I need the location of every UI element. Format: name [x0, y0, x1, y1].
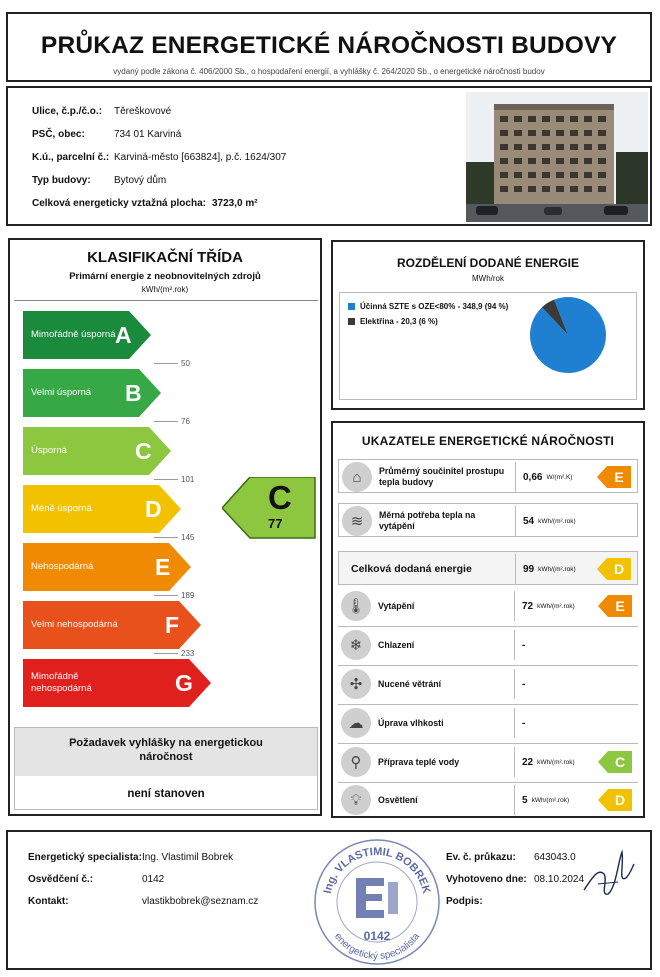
- class-limit-ef: 189: [154, 591, 194, 600]
- indicator-row-heating: [338, 589, 638, 623]
- document-header: [6, 12, 652, 82]
- thermometer-icon: 🌡︎: [341, 591, 371, 621]
- energy-distribution-panel: [331, 240, 645, 410]
- class-band-a-letter: A: [115, 322, 132, 348]
- class-band-e-letter: E: [155, 554, 171, 580]
- indicator-class-badge: D: [598, 789, 632, 811]
- requirement-value: není stanoven: [127, 788, 205, 800]
- indicator-value: 99 kWh/(m².rok): [523, 563, 576, 575]
- indicator-value: 22 kWh/(m².rok): [522, 756, 575, 768]
- street-value: Těreškovové: [114, 106, 172, 117]
- class-limit-cd: 101: [154, 475, 194, 484]
- indicator-value: 5 kWh/(m².rok): [522, 794, 570, 806]
- legend-label-electricity: Elektřina - 20,3 (6 %): [360, 317, 438, 326]
- contact-label: Kontakt:: [28, 896, 69, 907]
- contact-value: vlastikbobrek@seznam.cz: [142, 896, 259, 907]
- legend-swatch-szte: [348, 303, 355, 310]
- class-band-a-label: Mimořádně úsporná: [31, 329, 116, 340]
- distribution-pie: [528, 295, 608, 375]
- document-subtitle: vydaný podle zákona č. 406/2000 Sb., o hospodaření energií, a vyhlášky č. 264/2020 Sb., o energetické náročnosti budov: [113, 67, 545, 76]
- classification-panel: [8, 238, 322, 816]
- indicator-class-badge: E: [598, 595, 632, 617]
- building-info: [6, 86, 652, 226]
- psc-row: [32, 129, 181, 140]
- specialist-value: Ing. Vlastimil Bobrek: [142, 852, 234, 863]
- result-class-value: 77: [268, 516, 283, 531]
- class-band-g-letter: G: [175, 670, 193, 696]
- indicator-row-ventilation: [338, 667, 638, 701]
- legend-item-electricity: [348, 317, 438, 326]
- class-band-c-label: Úsporná: [31, 445, 67, 456]
- indicator-name: Vytápění: [378, 600, 415, 611]
- class-band-d-letter: D: [145, 496, 162, 522]
- indicator-name: Osvětlení: [378, 794, 418, 805]
- signature: [578, 838, 638, 908]
- class-band-b-label: Velmi úsporná: [31, 387, 92, 398]
- legend-label-szte: Účinná SZTE s OZE<80% - 348,9 (94 %): [360, 302, 509, 311]
- indicator-class-badge: D: [597, 558, 631, 580]
- specialist-label: Energetický specialista:: [28, 852, 142, 863]
- type-label: Typ budovy:: [32, 175, 91, 186]
- class-band-f-label: Velmi nehospodárná: [31, 619, 118, 630]
- area-row: [32, 198, 258, 209]
- class-limit-bc: 76: [154, 417, 190, 426]
- indicator-row-transmission: [338, 459, 638, 493]
- humidity-cloud-icon: ☁: [341, 708, 371, 738]
- area-label: Celková energeticky vztažná plocha:: [32, 198, 206, 209]
- distribution-unit: MWh/rok: [472, 274, 504, 283]
- ku-value: Karviná-město [663824], p.č. 1624/307: [114, 152, 287, 163]
- indicator-row-hot-water: [338, 745, 638, 779]
- indicator-name: Chlazení: [378, 639, 415, 650]
- type-value: Bytový dům: [114, 175, 167, 186]
- indicator-name: Příprava teplé vody: [378, 756, 460, 767]
- type-row: [32, 175, 166, 186]
- indicator-name: Průměrný součinitel prostupu tepla budovy: [379, 466, 505, 487]
- svg-text:Ing. VLASTIMIL BOBREK: Ing. VLASTIMIL BOBREK: [321, 845, 433, 895]
- indicator-name: Nucené větrání: [378, 678, 442, 689]
- class-band-e-label: Nehospodárná: [31, 561, 94, 572]
- indicator-name: Úprava vlhkosti: [378, 717, 444, 728]
- classification-subtitle: Primární energie z neobnovitelných zdrojů: [69, 271, 261, 282]
- indicator-name: Měrná potřeba tepla na vytápění: [379, 510, 476, 531]
- ku-row: [32, 152, 286, 163]
- psc-value: 734 01 Karviná: [114, 129, 182, 140]
- legend-item-szte: [348, 302, 508, 311]
- indicator-row-humidity: [338, 706, 638, 740]
- result-class-pointer: [222, 477, 316, 539]
- legend-swatch-electricity: [348, 318, 355, 325]
- document-title: PRŮKAZ ENERGETICKÉ NÁROČNOSTI BUDOVY: [40, 32, 618, 59]
- ev-label: Ev. č. průkazu:: [446, 852, 516, 863]
- cooling-thermometer-icon: ❄: [341, 630, 371, 660]
- date-label: Vyhotoveno dne:: [446, 874, 527, 885]
- indicator-name: Celková dodaná energie: [351, 562, 472, 575]
- indicator-value: -: [522, 717, 526, 729]
- cert-label: Osvědčení č.:: [28, 874, 94, 885]
- class-limit-de: 145: [154, 533, 194, 542]
- class-limit-fg: 233: [154, 649, 194, 658]
- result-class-letter: C: [268, 479, 292, 516]
- psc-label: PSČ, obec:: [32, 129, 85, 140]
- indicator-value: -: [522, 639, 526, 651]
- distribution-chart: [339, 292, 637, 400]
- indicator-row-heat-demand: [338, 503, 638, 537]
- class-band-d-label: Méně úsporná: [31, 503, 92, 514]
- light-bulb-icon: 💡︎: [341, 785, 371, 815]
- indicator-value: 72 kWh/(m².rok): [522, 600, 575, 612]
- class-limit-ab: 50: [154, 359, 190, 368]
- class-band-b-letter: B: [125, 380, 142, 406]
- house-icon: ⌂: [342, 462, 372, 492]
- indicator-row-cooling: [338, 628, 638, 662]
- specialist-stamp: [312, 836, 442, 968]
- water-tap-icon: ⚲: [341, 747, 371, 777]
- indicators-panel: [331, 421, 645, 818]
- requirement-box: [14, 727, 318, 810]
- area-value: 3723,0 m²: [211, 198, 258, 209]
- indicator-row-total-energy: [338, 551, 638, 585]
- indicator-class-badge: C: [598, 751, 632, 773]
- requirement-title: Požadavek vyhlášky na energetickou náročnost: [15, 728, 317, 776]
- street-label: Ulice, č.p./č.o.:: [32, 106, 103, 117]
- svg-text:0142: 0142: [363, 929, 391, 943]
- ev-value: 643043.0: [534, 852, 576, 863]
- class-band-g-label: Mimořádně nehospodárná: [31, 671, 92, 694]
- street-row: [32, 106, 171, 117]
- indicator-value: 0,66 W/(m².K): [523, 471, 573, 483]
- heat-waves-icon: ≋: [342, 506, 372, 536]
- classification-title: KLASIFIKAČNÍ TŘÍDA: [87, 249, 243, 266]
- svg-text:energetický specialista: energetický specialista: [331, 931, 423, 963]
- indicator-row-lighting: [338, 783, 638, 817]
- indicator-value: -: [522, 678, 526, 690]
- classification-unit: kWh/(m².rok): [141, 285, 189, 294]
- date-value: 08.10.2024: [534, 874, 585, 885]
- indicator-value: 54 kWh/(m².rok): [523, 515, 576, 527]
- class-band-c-letter: C: [135, 438, 152, 464]
- energy-class-scale: [14, 300, 318, 720]
- class-band-f-letter: F: [165, 612, 180, 638]
- fan-icon: ✣: [341, 669, 371, 699]
- distribution-title: ROZDĚLENÍ DODANÉ ENERGIE: [396, 256, 579, 270]
- sign-label: Podpis:: [446, 896, 483, 907]
- indicator-class-badge: E: [597, 466, 631, 488]
- building-photo: [466, 92, 648, 222]
- cert-value: 0142: [142, 874, 165, 885]
- footer-specialist: [6, 830, 652, 970]
- indicators-title: UKAZATELE ENERGETICKÉ NÁROČNOSTI: [361, 434, 615, 448]
- ku-label: K.ú., parcelní č.:: [32, 152, 110, 163]
